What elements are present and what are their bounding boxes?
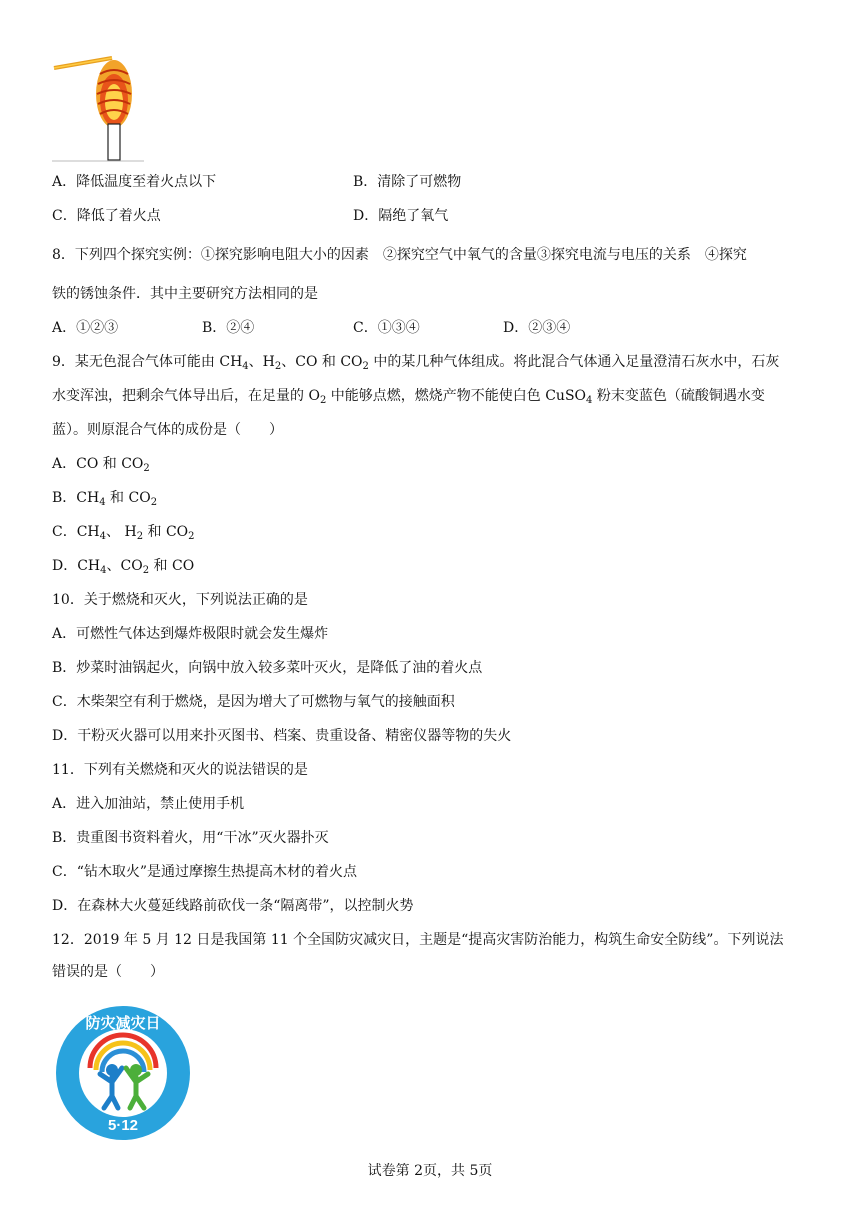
q10-stem: 10．关于燃烧和灭火，下列说法正确的是 — [52, 592, 308, 608]
page-footer: 试卷第 2页，共 5页 — [367, 1163, 493, 1179]
burning-coil-figure — [52, 52, 144, 164]
q9-stem-line3: 蓝）。则原混合气体的成份是（ ） — [52, 422, 283, 438]
q9-option-b: B．$CH_4$ 和 $CO_2$ — [52, 490, 158, 508]
q9-stem-line2: 水变浑浊，把剩余气体导出后，在足量的 $O_2$ 中能够点燃，燃烧产物不能使白色 CuSO$_4$ 粉末变蓝色（硫酸铜遇水变 — [52, 388, 765, 406]
q8-stem-line1: 8．下列四个探究实例：①探究影响电阻大小的因素 ②探究空气中氧气的含量③探究电流与电压的关系 ④探究 — [52, 247, 747, 263]
q7-option-a: A．降低温度至着火点以下 — [52, 174, 217, 190]
q10-option-c: C．木柴架空有利于燃烧，是因为增大了可燃物与氧气的接触面积 — [52, 694, 455, 710]
q9-option-d: D．$CH_4$、$CO_2$ 和 CO — [52, 558, 195, 576]
q8-option-b: B．②④ — [202, 320, 255, 336]
q10-option-b: B．炒菜时油锅起火，向锅中放入较多菜叶灭火，是降低了油的着火点 — [52, 660, 483, 676]
q12-stem-line1: 12．2019 年 5 月 12 日是我国第 11 个全国防灾减灾日，主题是“提高灾害防治能力，构筑生命安全防线”。下列说法 — [52, 932, 784, 948]
q8-stem-line2: 铁的锈蚀条件．其中主要研究方法相同的是 — [52, 286, 318, 302]
q8-option-d: D．②③④ — [503, 320, 571, 336]
q9-option-c: C．$CH_4$、 $H_2$ 和 $CO_2$ — [52, 524, 195, 542]
q11-option-a: A．进入加油站，禁止使用手机 — [52, 796, 245, 812]
q11-option-d: D．在森林大火蔓延线路前砍伐一条“隔离带”，以控制火势 — [52, 898, 414, 914]
q8-option-c: C．①③④ — [353, 320, 420, 336]
q10-option-a: A．可燃性气体达到爆炸极限时就会发生爆炸 — [52, 626, 329, 642]
disaster-reduction-day-logo — [54, 1004, 192, 1142]
q11-stem: 11．下列有关燃烧和灭火的说法错误的是 — [52, 762, 308, 778]
q9-option-a: A．CO 和 $CO_2$ — [52, 456, 150, 474]
logo-arc-text: 防灾减灾日 — [85, 1014, 161, 1032]
logo-date: 5·12 — [107, 1117, 139, 1134]
q11-option-c: C．“钻木取火”是通过摩擦生热提高木材的着火点 — [52, 864, 358, 880]
q10-option-d: D．干粉灭火器可以用来扑灭图书、档案、贵重设备、精密仪器等物的失火 — [52, 728, 512, 744]
q7-option-c: C．降低了着火点 — [52, 208, 161, 224]
q8-option-a: A．①②③ — [52, 320, 119, 336]
q7-option-b: B．清除了可燃物 — [353, 174, 462, 190]
q7-option-d: D．隔绝了氧气 — [353, 208, 449, 224]
q11-option-b: B．贵重图书资料着火，用“干冰”灭火器扑灭 — [52, 830, 329, 846]
q9-stem-line1: 9．某无色混合气体可能由 $CH_4$、$H_2$、CO 和 $CO_2$ 中的某几种气体组成。将此混合气体通入足量澄清石灰水中，石灰 — [52, 354, 780, 372]
q12-stem-line2: 错误的是（ ） — [52, 964, 164, 980]
